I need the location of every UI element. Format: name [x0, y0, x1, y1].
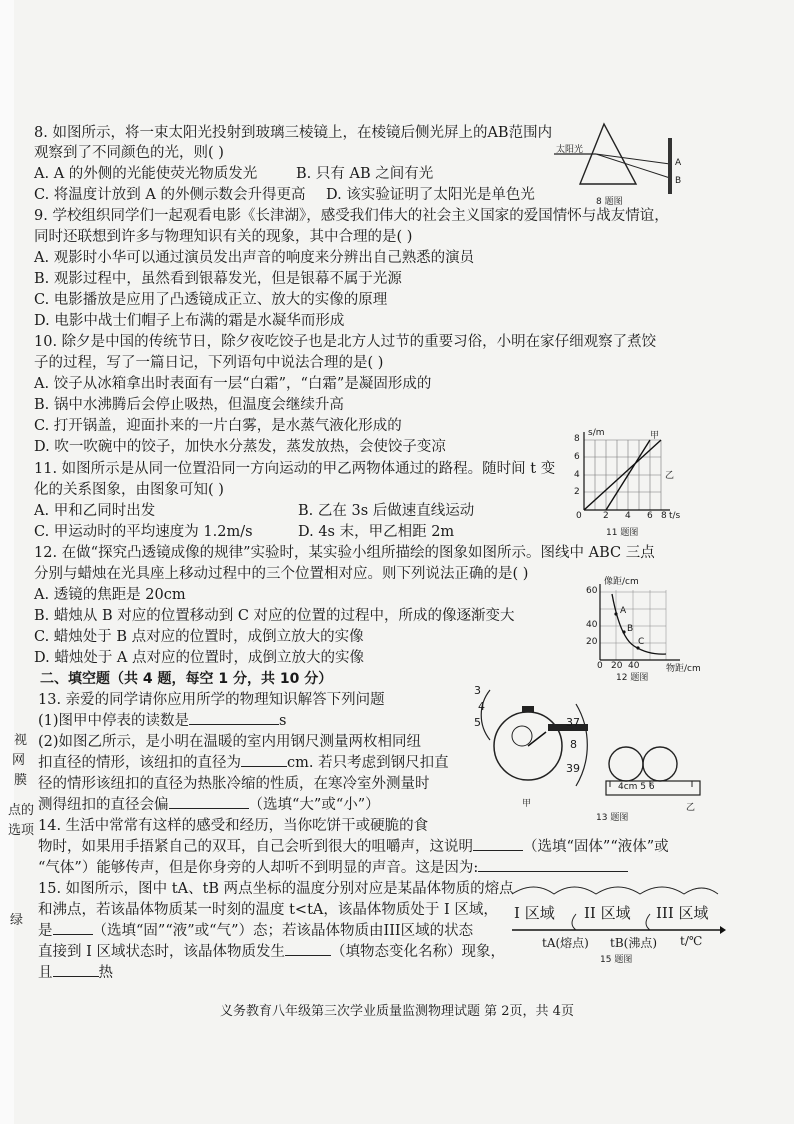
light-screen [668, 138, 672, 194]
q9-option-d: D. 电影中战士们帽子上布满的霜是水凝华而形成 [34, 313, 345, 329]
button-left [609, 747, 643, 781]
scale-arc [481, 690, 490, 740]
scale-number: 3 [474, 684, 481, 697]
axis-arrow [720, 926, 726, 934]
q11-y-axis-label: s/m [588, 428, 605, 438]
q11-ytick: 0 [576, 511, 582, 521]
stopwatch-ruler-diagram [466, 684, 706, 822]
q8-option-c: C. 将温度计放到 A 的外侧示数会升得更高 [34, 187, 306, 203]
q15-stem-5: 且 热 [38, 965, 113, 981]
button-right [643, 747, 677, 781]
point-a-label: A [620, 606, 627, 616]
margin-text-1: 视 [14, 733, 28, 748]
q12-xtick: 40 [628, 661, 640, 671]
region-2-label: II 区域 [584, 904, 631, 922]
q9-option-b: B. 观影过程中，虽然看到银幕发光，但是银幕不属于光源 [34, 271, 402, 287]
q12-graph-figure [580, 577, 704, 683]
stopwatch-hand [528, 732, 546, 746]
stopwatch-subdial [512, 726, 532, 746]
q11-x-axis-label: t/s [669, 511, 681, 521]
point-b-label: B [675, 176, 682, 186]
q11-xtick: 2 [603, 511, 609, 521]
page-footer: 义务教育八年级第三次学业质量监测物理试题 第 2页，共 4页 [220, 1004, 574, 1019]
q12-xtick: 0 [597, 661, 603, 671]
q11-xtick: 4 [625, 511, 631, 521]
q13-figure [466, 684, 706, 822]
q10-stem-2: 子的过程，写了一篇日记，下列语句中说法合理的是( ) [34, 355, 384, 371]
temperature-unit-label: t/℃ [680, 934, 703, 948]
figure-jia-label: 甲 [522, 799, 532, 809]
q15-stem-1: 15. 如图所示，图中 tA、tB 两点坐标的温度分别对应是某晶体物质的熔点 [38, 881, 514, 897]
q8-stem-2: 观察到了不同颜色的光，则( ) [34, 145, 224, 161]
q9-option-a: A. 观影时小华可以通过演员发出声音的响度来分辨出自己熟悉的演员 [34, 250, 475, 266]
q11-ytick: 2 [574, 487, 580, 497]
q12-option-a: A. 透镜的焦距是 20cm [34, 587, 186, 603]
q12-option-d: D. 蜡烛处于 A 点对应的位置时，成倒立放大的实像 [34, 650, 365, 666]
q11-option-c: C. 甲运动时的平均速度为 1.2m/s [34, 524, 253, 540]
scale-number: 5 [474, 716, 481, 729]
q15-blank-2[interactable] [285, 955, 331, 956]
q8-prism-figure [552, 118, 686, 208]
q11-ytick: 6 [574, 452, 580, 462]
point-a-label: A [675, 158, 682, 168]
q8-stem-1: 8. 如图所示，将一束太阳光投射到玻璃三棱镜上，在棱镜后侧光屏上的AB范围内 [34, 125, 553, 141]
q11-ytick: 8 [574, 434, 580, 444]
q10-option-d: D. 吹一吹碗中的饺子，加快水分蒸发，蒸发放热，会使饺子变凉 [34, 439, 446, 455]
q11-series-jia-label: 甲 [650, 431, 660, 441]
q14-blank-1[interactable] [473, 850, 523, 851]
ruler-label: 4cm 5 6 [618, 782, 655, 792]
q11-option-b: B. 乙在 3s 后做速直线运动 [298, 503, 475, 519]
margin-text-4: 点的 [8, 803, 35, 818]
q12-ytick: 20 [586, 637, 598, 647]
q10-option-b: B. 锅中水沸腾后会停止吸热，但温度会继续升高 [34, 397, 344, 413]
dial-number: 37 [566, 716, 580, 729]
q9-option-c: C. 电影播放是应用了凸透镜成正立、放大的实像的原理 [34, 292, 388, 308]
q13-part1: (1)图甲中停表的读数是 s [38, 713, 287, 729]
margin-text-5: 选项 [8, 823, 35, 838]
q8-option-d: D. 该实验证明了太阳光是单色光 [326, 187, 535, 203]
q9-stem-1: 9. 学校组织同学们一起观看电影《长津湖》，感受我们伟大的社会主义国家的爱国情怀与战友情谊， [34, 208, 669, 224]
q11-ytick: 4 [574, 470, 580, 480]
st-graph [570, 428, 690, 540]
q12-option-c: C. 蜡烛处于 B 点对应的位置时，成倒立放大的实像 [34, 629, 364, 645]
q13-part2-2: 扣直径的情形，该纽扣的直径为 cm. 若只考虑到钢尺扣直 [38, 755, 449, 771]
q15-stem-2: 和沸点，若该晶体物质某一时刻的温度 t<tA，该晶体物质处于 I 区域， [38, 902, 498, 918]
q10-option-a: A. 饺子从冰箱拿出时表面有一层“白霜”，“白霜”是凝固形成的 [34, 376, 432, 392]
q8-option-b: B. 只有 AB 之间有光 [296, 166, 434, 182]
q11-xtick: 8 [661, 511, 667, 521]
q8-option-a: A. A 的外侧的光能使荧光物质发光 [34, 166, 258, 182]
sunlight-label: 太阳光 [556, 145, 584, 155]
point-b [622, 630, 625, 633]
dial-number: 39 [566, 762, 580, 775]
q11-figure-caption: 11 题图 [606, 528, 639, 538]
left-margin-strip [0, 0, 14, 1124]
q12-ytick: 60 [586, 586, 598, 596]
q14-stem-1: 14. 生活中常常有这样的感受和经历，当你吃饼干或硬脆的食 [38, 818, 429, 834]
q13-part2-1: (2)如图乙所示，是小明在温暖的室内用钢尺测量两枚相同纽 [38, 734, 422, 750]
point-c-label: C [638, 637, 645, 647]
region-1-label: I 区域 [514, 904, 555, 922]
margin-text-2: 网 [12, 753, 26, 768]
q11-option-a: A. 甲和乙同时出发 [34, 503, 156, 519]
q15-stem-3: 是 （选填“固”“液”或“气”）态；若该晶体物质由III区域的状态 [38, 923, 474, 939]
q12-option-b: B. 蜡烛从 B 对应的位置移动到 C 对应的位置的过程中，所成的像逐渐变大 [34, 608, 515, 624]
q11-xtick: 6 [647, 511, 653, 521]
point-b-label: B [627, 624, 634, 634]
q12-ytick: 40 [586, 620, 598, 630]
scale-number: 4 [478, 700, 485, 713]
q10-option-c: C. 打开锅盖，迎面扑来的一片白雾，是水蒸气液化形成的 [34, 418, 402, 434]
region-arcs [512, 887, 718, 894]
point-a [614, 612, 617, 615]
q10-stem-1: 10. 除夕是中国的传统节日，除夕夜吃饺子也是北方人过节的重要习俗，小明在家仔细观察了煮饺 [34, 334, 657, 350]
q12-xtick: 20 [611, 661, 623, 671]
q13-figure-caption: 13 题图 [596, 813, 629, 823]
q15-stem-4: 直接到 I 区域状态时，该晶体物质发生 （填物态变化名称）现象， [38, 944, 505, 960]
q11-graph-figure [570, 428, 690, 540]
q15-figure-caption: 15 题图 [600, 955, 633, 965]
q12-stem-1: 12. 在做“探究凸透镜成像的规律”实验时，某实验小组所描绘的图象如图所示。图线中 ABC 三点 [34, 545, 655, 561]
q13-blank-2[interactable] [241, 766, 287, 767]
region-3-label: III 区域 [656, 904, 709, 922]
q11-stem-1: 11. 如图所示是从同一位置沿同一方向运动的甲乙两物体通过的路程。随时间 t 变 [34, 461, 556, 477]
q13-part2-4: 测得纽扣的直径会偏 （选填“大”或“小”） [38, 797, 380, 813]
section-2-heading: 二、填空题（共 4 题，每空 1 分，共 10 分） [40, 671, 333, 687]
q13-blank-3[interactable] [169, 808, 249, 809]
q14-stem-3: “气体”）能够传声，但是你身旁的人却听不到明显的声音。这是因为: [38, 859, 628, 877]
q11-option-d: D. 4s 末，甲乙相距 2m [298, 524, 455, 540]
q15-blank-1[interactable] [53, 934, 93, 935]
q13-blank-1[interactable] [189, 724, 279, 725]
melting-point-label: tA(熔点) [542, 936, 589, 950]
q14-blank-2[interactable] [478, 871, 628, 872]
q8-figure-caption: 8 题图 [596, 197, 623, 207]
q15-figure [504, 884, 726, 964]
q13-stem-1: 13. 亲爱的同学请你应用所学的物理知识解答下列问题 [38, 692, 385, 708]
q9-stem-2: 同时还联想到许多与物理知识有关的现象，其中合理的是( ) [34, 229, 413, 245]
q11-stem-2: 化的关系图象，由图象可知( ) [34, 482, 224, 498]
figure-yi-label: 乙 [686, 803, 696, 813]
q15-blank-3[interactable] [53, 976, 99, 977]
q12-y-axis-label: 像距/cm [604, 577, 639, 587]
q11-series-yi-label: 乙 [665, 471, 675, 481]
q12-stem-2: 分别与蜡烛在光具座上移动过程中的三个位置相对应。则下列说法正确的是( ) [34, 566, 529, 582]
boiling-point-label: tB(沸点) [610, 936, 658, 950]
q12-x-axis-label: 物距/cm [666, 664, 701, 674]
dial-number: 8 [570, 738, 577, 751]
margin-text-3: 膜 [14, 773, 28, 788]
margin-text-6: 绿 [10, 913, 24, 928]
q13-part2-3: 径的情形该纽扣的直径为热胀冷缩的性质，在寒冷室外测量时 [38, 776, 430, 792]
ray-lower [596, 154, 670, 178]
q12-figure-caption: 12 题图 [616, 673, 649, 683]
stopwatch-crown [522, 706, 534, 712]
q14-stem-2: 物时，如果用手捂紧自己的双耳，自己会听到很大的咀嚼声，这说明 （选填“固体”“液体”或 [38, 839, 669, 855]
ray-upper [596, 154, 670, 164]
